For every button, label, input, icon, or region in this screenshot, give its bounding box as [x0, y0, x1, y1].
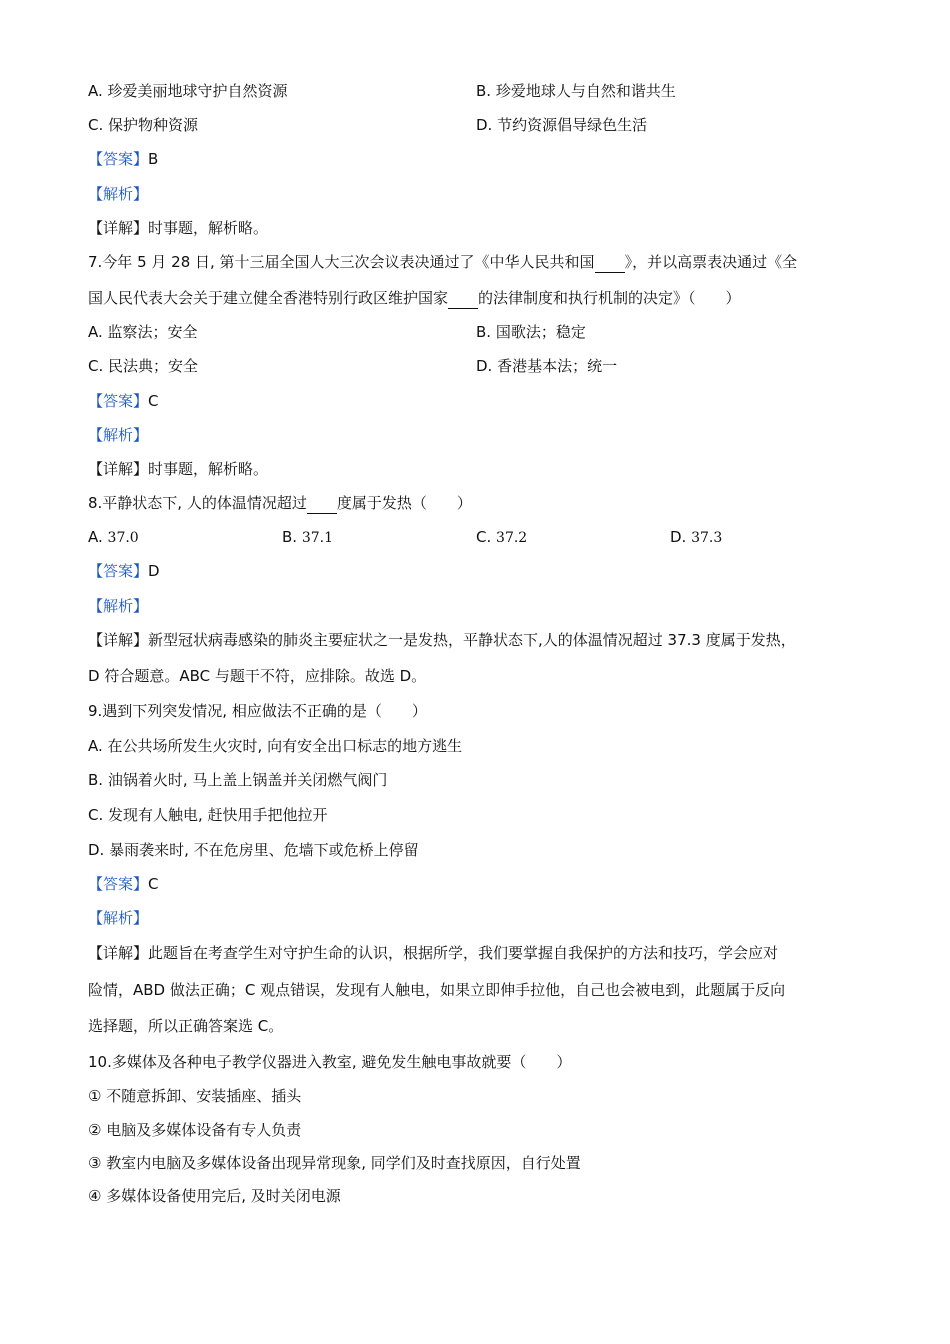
analysis-tag: 【解析】: [88, 909, 149, 927]
q9-detail-line1: [88, 943, 778, 963]
analysis-tag: 【解析】: [88, 185, 149, 203]
detail-text: 新型冠状病毒感染的肺炎主要症状之一是发热，平静状态下,人的体温情况超过 37.3 度属于发热，: [148, 631, 796, 649]
detail-tag: 【详解】: [88, 219, 149, 237]
detail-text: 时事题，解析略。: [148, 460, 269, 478]
option-label: D.: [670, 528, 687, 546]
analysis-tag: 【解析】: [88, 597, 149, 615]
detail-tag: 【详解】: [88, 944, 149, 962]
q9-option-b: B. 油锅着火时, 马上盖上锅盖并关闭燃气阀门: [88, 771, 388, 789]
answer-value: C: [148, 875, 159, 893]
detail-text: 时事题，解析略。: [148, 219, 269, 237]
q8-answer: [88, 561, 160, 581]
q7-option-a: A. 监察法；安全: [88, 323, 198, 341]
q9-stem: 9.遇到下列突发情况, 相应做法不正确的是（ ）: [88, 702, 427, 720]
q7-option-d: D. 香港基本法；统一: [476, 357, 618, 375]
fill-blank: [307, 493, 337, 514]
analysis-tag: 【解析】: [88, 426, 149, 444]
q7-stem-line1: [88, 252, 797, 273]
q6-detail: [88, 218, 268, 238]
option-value: 37.0: [107, 530, 139, 546]
q9-analysis: [88, 908, 148, 928]
q7-stem-text: 》，并以高票表决通过《全: [624, 253, 798, 271]
answer-value: B: [148, 150, 159, 168]
q6-option-c: C. 保护物种资源: [88, 116, 199, 134]
q8-detail-line1: [88, 630, 796, 650]
q9-answer: [88, 874, 159, 894]
q8-stem-text: 度属于发热（ ）: [336, 494, 472, 512]
q7-detail: [88, 459, 268, 479]
detail-tag: 【详解】: [88, 631, 149, 649]
answer-value: D: [148, 562, 160, 580]
q8-stem: [88, 493, 472, 514]
q9-option-c: C. 发现有人触电, 赶快用手把他拉开: [88, 806, 328, 824]
q6-option-b: B. 珍爱地球人与自然和谐共生: [476, 82, 676, 100]
q10-stem: 10.多媒体及各种电子教学仪器进入教室, 避免发生触电事故就要（ ）: [88, 1053, 572, 1071]
q7-analysis: [88, 425, 148, 445]
q6-option-d: D. 节约资源倡导绿色生活: [476, 116, 648, 134]
q10-item-3: ③ 教室内电脑及多媒体设备出现异常现象, 同学们及时查找原因，自行处置: [88, 1154, 581, 1172]
answer-tag: 【答案】: [88, 562, 149, 580]
q8-detail-line2: D 符合题意。ABC 与题干不符，应排除。故选 D。: [88, 667, 427, 685]
q9-option-d: D. 暴雨袭来时, 不在危房里、危墙下或危桥上停留: [88, 841, 419, 859]
q8-analysis: [88, 596, 148, 616]
q8-stem-text: 8.平静状态下, 人的体温情况超过: [88, 494, 307, 512]
q7-answer: [88, 391, 159, 411]
q9-detail-line2: 险情，ABD 做法正确；C 观点错误，发现有人触电，如果立即伸手拉他，自己也会被电到，此题属于反向: [88, 981, 786, 999]
detail-text: 此题旨在考查学生对守护生命的认识，根据所学，我们要掌握自我保护的方法和技巧，学会应对: [148, 944, 779, 962]
q10-item-4: ④ 多媒体设备使用完后, 及时关闭电源: [88, 1187, 341, 1205]
q9-detail-line3: 选择题，所以正确答案选 C。: [88, 1017, 284, 1035]
q7-option-b: B. 国歌法；稳定: [476, 323, 586, 341]
option-value: 37.1: [301, 530, 334, 546]
option-label: A.: [88, 528, 103, 546]
q7-stem-text: 国人民代表大会关于建立健全香港特别行政区维护国家: [88, 289, 449, 307]
q8-option-d: [670, 527, 722, 548]
q7-stem-line2: [88, 288, 741, 309]
q9-option-a: A. 在公共场所发生火灾时, 向有安全出口标志的地方逃生: [88, 737, 463, 755]
q6-analysis: [88, 184, 148, 204]
q7-stem-text: 7.今年 5 月 28 日, 第十三届全国人大三次会议表决通过了《中华人民共和国: [88, 253, 595, 271]
q10-item-1: ① 不随意拆卸、安装插座、插头: [88, 1087, 302, 1105]
q7-option-c: C. 民法典；安全: [88, 357, 199, 375]
q6-answer: [88, 149, 158, 169]
fill-blank: [448, 288, 478, 309]
answer-tag: 【答案】: [88, 875, 149, 893]
detail-tag: 【详解】: [88, 460, 149, 478]
option-label: B.: [282, 528, 298, 546]
option-label: C.: [476, 528, 492, 546]
answer-tag: 【答案】: [88, 150, 149, 168]
q8-option-b: [282, 527, 333, 548]
q8-option-c: [476, 527, 527, 548]
q10-item-2: ② 电脑及多媒体设备有专人负责: [88, 1121, 302, 1139]
answer-value: C: [148, 392, 159, 410]
q6-option-a: A. 珍爱美丽地球守护自然资源: [88, 82, 288, 100]
q8-option-a: [88, 527, 139, 548]
fill-blank: [595, 252, 625, 273]
answer-tag: 【答案】: [88, 392, 149, 410]
q7-stem-text: 的法律制度和执行机制的决定》（ ）: [478, 289, 741, 307]
option-value: 37.3: [691, 530, 723, 546]
option-value: 37.2: [496, 530, 528, 546]
